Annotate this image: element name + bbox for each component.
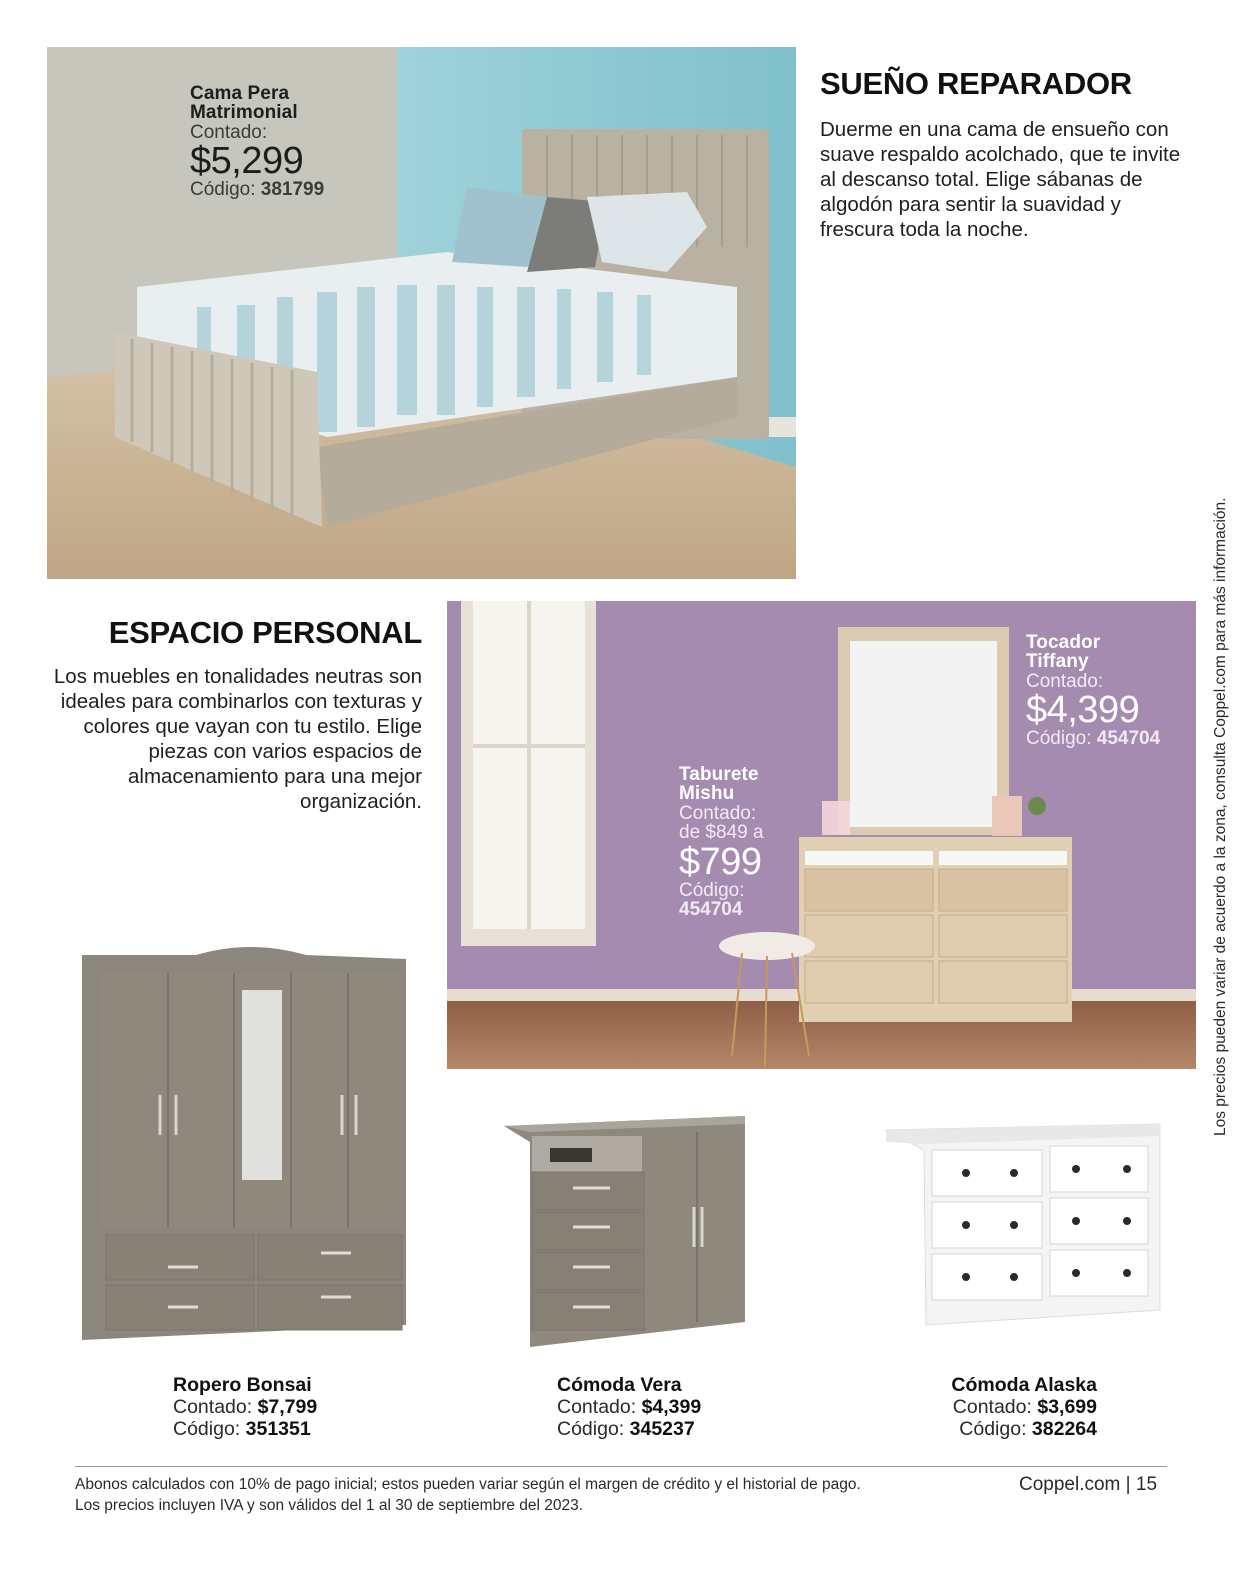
bed-illustration xyxy=(47,47,796,579)
product-price: Contado: $7,799 xyxy=(173,1396,318,1418)
bed-photo xyxy=(47,47,796,579)
product-name: Taburete xyxy=(679,764,759,785)
footer-line-2: Los precios incluyen IVA y son válidos del 1 al 30 de septiembre del 2023. xyxy=(75,1497,584,1514)
price-from: de $849 a xyxy=(679,822,764,844)
product-name: Mishu xyxy=(679,783,735,805)
vanity-room-photo xyxy=(447,601,1196,1069)
product-name: Cómoda Alaska xyxy=(951,1374,1097,1396)
vera-caption xyxy=(557,1374,701,1440)
price-value: $799 xyxy=(679,840,762,883)
ropero-bonsai-image xyxy=(76,945,412,1350)
section-body-espacio: Los muebles en tonalidades neutras son ideales para combinarlos con texturas y colores que vayan con tu estilo. Elige piezas con varios espacios de almacenamiento para una mejor organización. xyxy=(53,665,422,813)
price-label: Contado: xyxy=(190,121,268,143)
price-disclaimer-vertical: Los precios pueden variar de acuerdo a la zona, consulta Coppel.com para más información. xyxy=(1212,497,1229,1136)
product-name: Tocador xyxy=(1026,632,1101,653)
brand-site: Coppel.com xyxy=(1019,1474,1121,1495)
product-name: Tiffany xyxy=(1026,651,1089,673)
ropero-caption xyxy=(173,1374,317,1440)
product-price: Contado: $4,399 xyxy=(557,1396,702,1418)
product-code: Código: 351351 xyxy=(173,1418,311,1440)
price-label: Contado: xyxy=(679,802,757,824)
product-code: Código: 381799 xyxy=(190,179,325,201)
tocador-price-tag xyxy=(1026,633,1160,749)
footer-page-number xyxy=(1019,1474,1157,1496)
product-name: Matrimonial xyxy=(190,102,298,124)
comoda-vera-image xyxy=(500,1112,755,1352)
product-code: Código: 345237 xyxy=(557,1418,695,1440)
comoda-alaska-image xyxy=(884,1120,1164,1330)
price-value: $5,299 xyxy=(190,140,304,183)
taburete-price-tag xyxy=(679,765,764,919)
price-value: $4,399 xyxy=(1026,689,1140,732)
footer-legal-note xyxy=(75,1474,861,1516)
footer-divider xyxy=(75,1466,1167,1467)
product-name: Cómoda Vera xyxy=(557,1374,682,1396)
page-number: 15 xyxy=(1135,1474,1158,1495)
cama-price-tag xyxy=(190,84,324,200)
price-label: Contado: xyxy=(1026,670,1104,692)
product-price: Contado: $3,699 xyxy=(952,1396,1097,1418)
section-body-sueno: Duerme en una cama de ensueño con suave respaldo acolchado, que te invite al descanso total. Elige sábanas de algodón para sentir la suavidad y frescura toda la noche. xyxy=(820,118,1181,241)
separator: | xyxy=(1125,1474,1131,1495)
product-code: 454704 xyxy=(679,898,743,920)
section-title-sueno: SUEÑO REPARADOR xyxy=(820,66,1132,101)
product-code: Código: 454704 xyxy=(1026,728,1161,750)
product-code-label: Código: xyxy=(679,879,745,901)
product-code: Código: 382264 xyxy=(959,1418,1097,1440)
footer-line-1: Abonos calculados con 10% de pago inicial; estos pueden variar según el margen de crédito y el historial de pago. xyxy=(75,1476,861,1493)
product-name: Cama Pera xyxy=(190,83,290,104)
section-title-espacio: ESPACIO PERSONAL xyxy=(108,615,422,650)
product-name: Ropero Bonsai xyxy=(173,1374,312,1396)
alaska-caption xyxy=(944,1374,1097,1440)
